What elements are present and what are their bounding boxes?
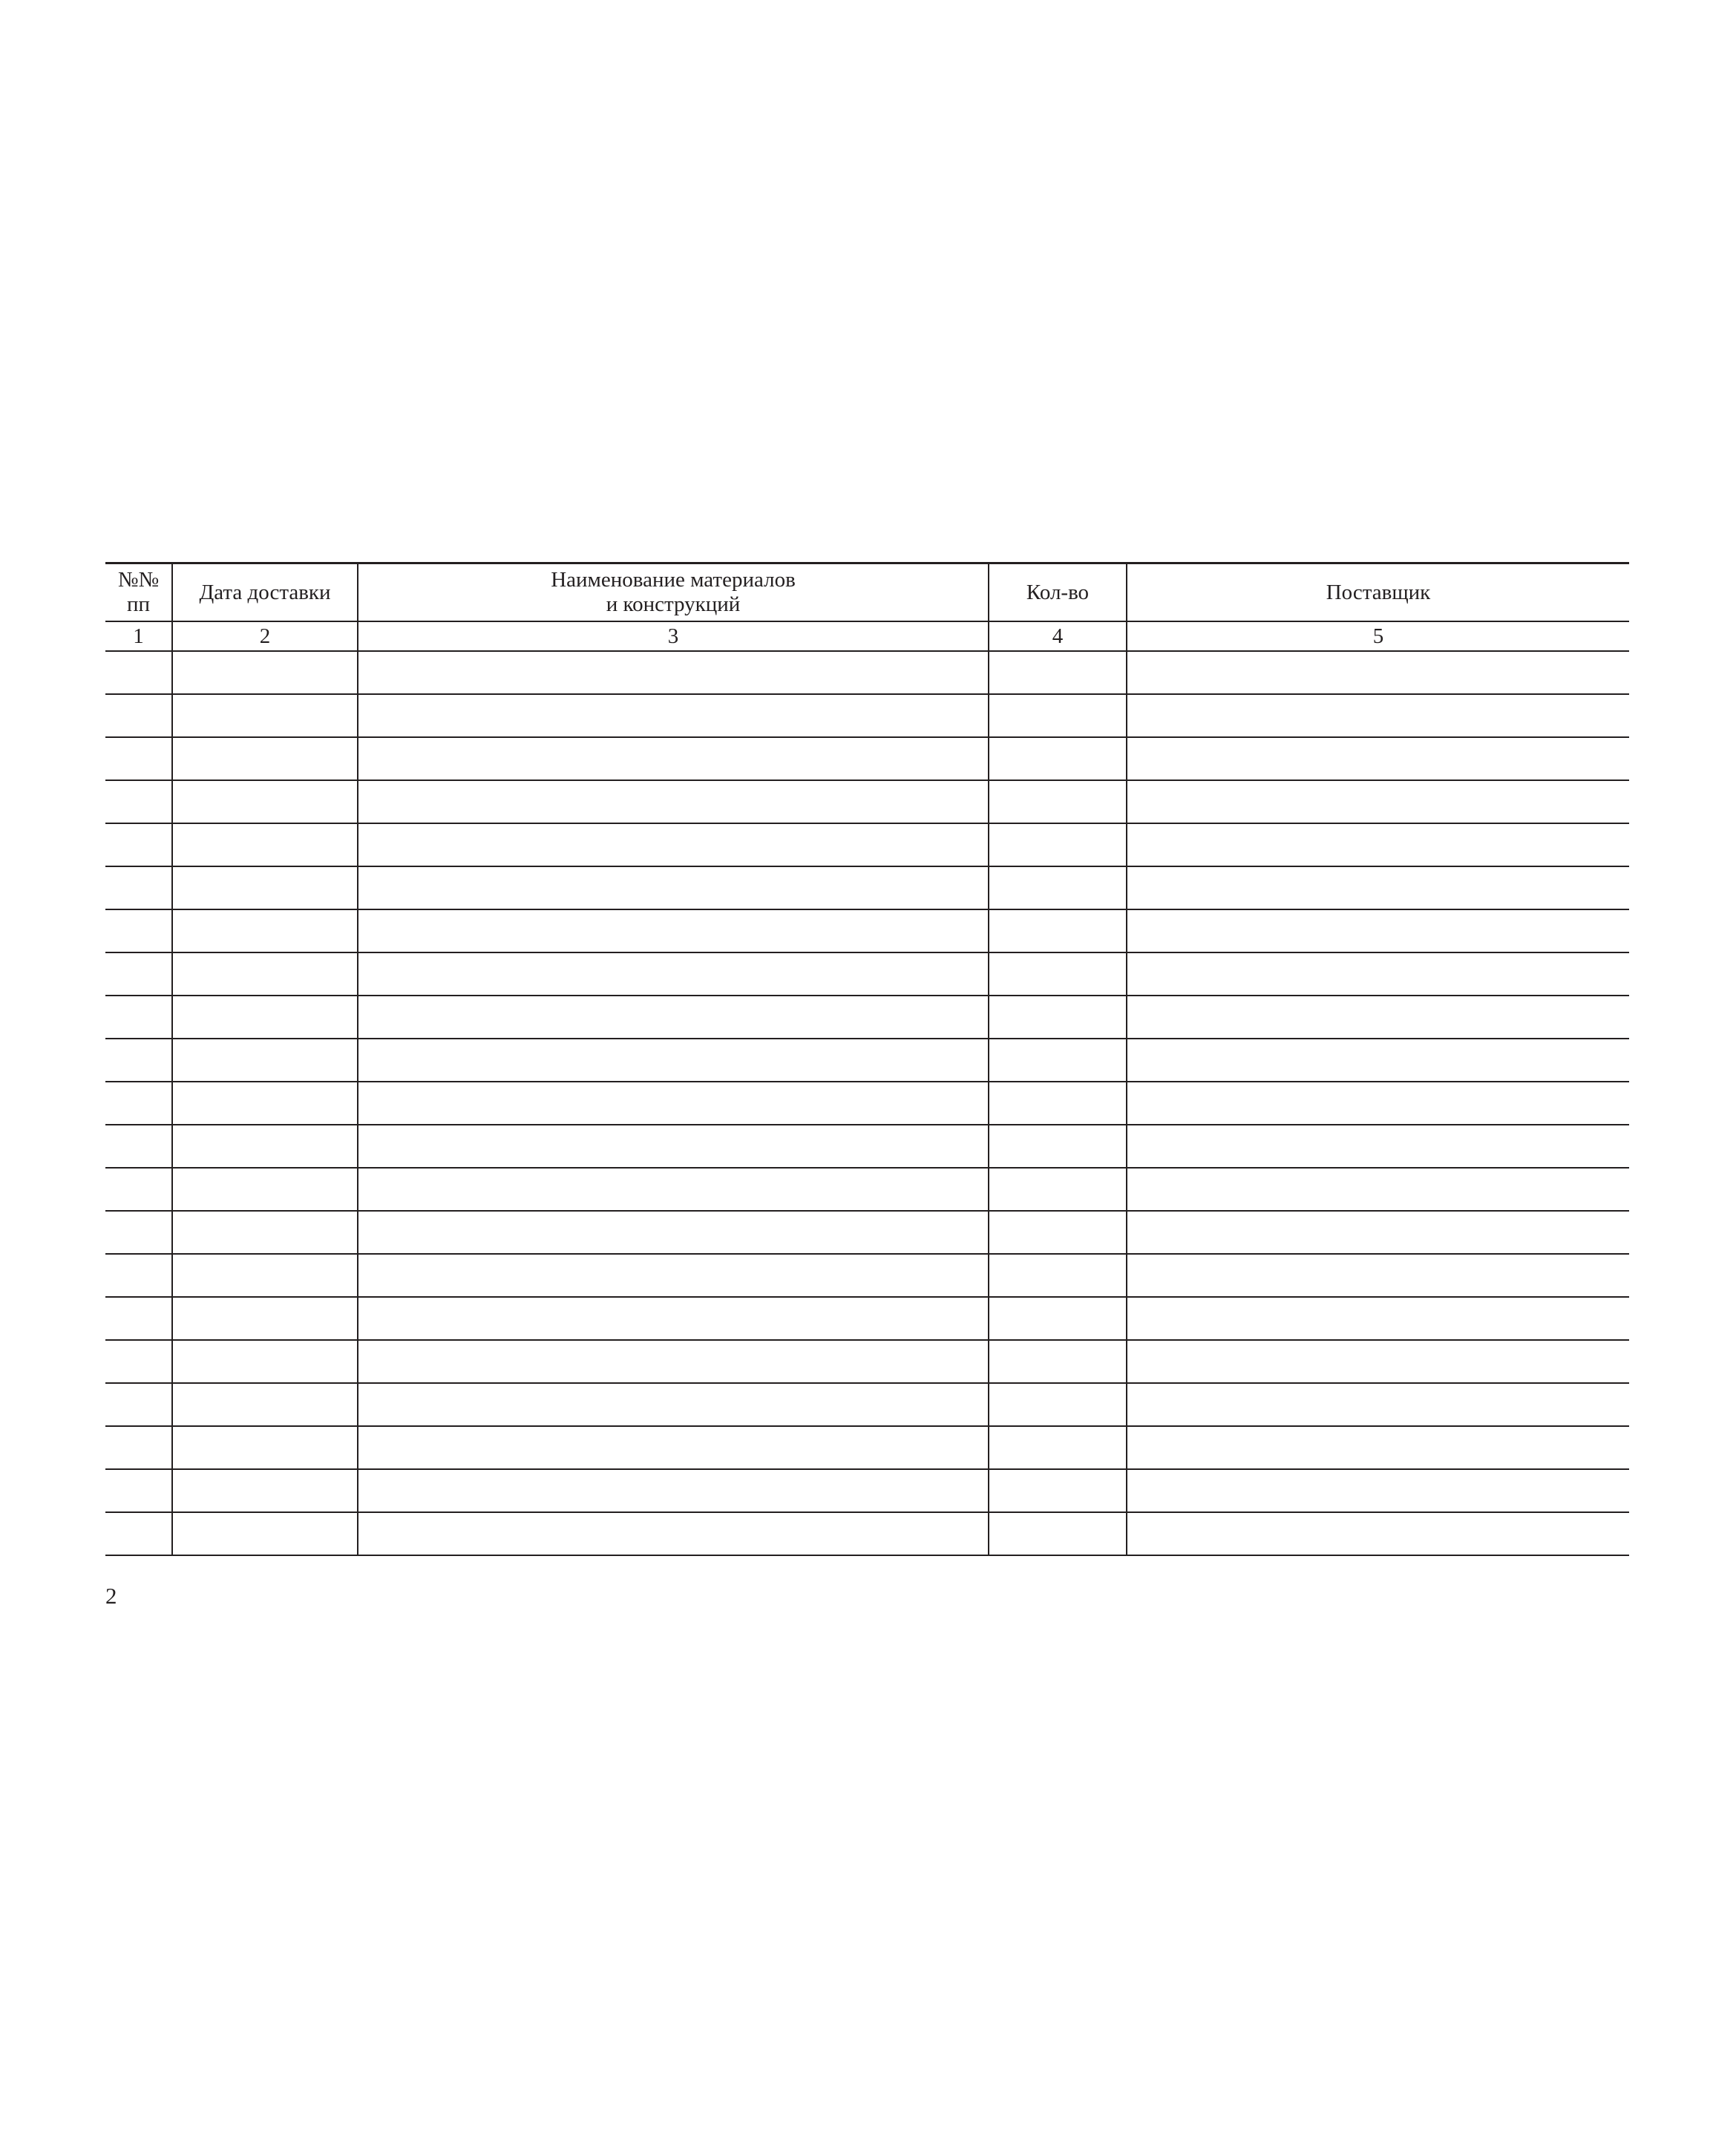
header-line: Поставщик — [1326, 580, 1431, 604]
table-cell — [358, 1512, 989, 1555]
table-cell — [358, 1426, 989, 1469]
table-cell — [989, 996, 1127, 1039]
header-cell-supplier — [1127, 563, 1629, 622]
table-cell — [172, 1426, 358, 1469]
table-cell — [105, 1340, 172, 1383]
table-cell — [105, 1039, 172, 1082]
table-row — [105, 1082, 1629, 1125]
table-cell — [1127, 1512, 1629, 1555]
column-number-row — [105, 621, 1629, 651]
table-cell — [172, 1125, 358, 1168]
table-cell — [989, 780, 1127, 823]
table-row — [105, 737, 1629, 780]
column-number-cell: 3 — [358, 621, 989, 651]
table-cell — [358, 1168, 989, 1211]
table-cell — [1127, 1082, 1629, 1125]
table-cell — [105, 866, 172, 909]
table-cell — [172, 909, 358, 952]
table-cell — [172, 1039, 358, 1082]
table-row — [105, 823, 1629, 866]
table-cell — [172, 737, 358, 780]
header-line: и конструкций — [606, 592, 741, 616]
table-row — [105, 780, 1629, 823]
table-cell — [172, 651, 358, 694]
table-row — [105, 651, 1629, 694]
table-cell — [989, 1254, 1127, 1297]
table-row — [105, 1168, 1629, 1211]
table-row — [105, 1125, 1629, 1168]
table-cell — [105, 952, 172, 996]
table-row — [105, 1254, 1629, 1297]
table-cell — [358, 1383, 989, 1426]
table-cell — [1127, 1039, 1629, 1082]
page-number: 2 — [105, 1583, 117, 1609]
table-cell — [989, 823, 1127, 866]
table-cell — [989, 1082, 1127, 1125]
table-cell — [105, 1469, 172, 1512]
table-row — [105, 1340, 1629, 1383]
table-cell — [172, 1469, 358, 1512]
table-cell — [358, 909, 989, 952]
table-cell — [105, 1082, 172, 1125]
table-cell — [1127, 780, 1629, 823]
table-cell — [1127, 1254, 1629, 1297]
table-cell — [358, 996, 989, 1039]
table-row — [105, 1512, 1629, 1555]
table-cell — [105, 1254, 172, 1297]
table-cell — [105, 996, 172, 1039]
table-cell — [1127, 1168, 1629, 1211]
table-cell — [989, 651, 1127, 694]
table-cell — [989, 1039, 1127, 1082]
table-row — [105, 694, 1629, 737]
table-cell — [105, 1426, 172, 1469]
table-cell — [358, 866, 989, 909]
table-cell — [358, 1082, 989, 1125]
header-line: Наименование материалов — [551, 568, 796, 592]
table-cell — [1127, 1211, 1629, 1254]
table-cell — [105, 737, 172, 780]
table-cell — [105, 1211, 172, 1254]
table-cell — [105, 1168, 172, 1211]
table-cell — [172, 1297, 358, 1340]
table-cell — [989, 1297, 1127, 1340]
table-cell — [1127, 1469, 1629, 1512]
header-row — [105, 563, 1629, 622]
table-cell — [989, 1512, 1127, 1555]
table-cell — [989, 737, 1127, 780]
table-cell — [172, 1340, 358, 1383]
table-cell — [1127, 823, 1629, 866]
header-cell-quantity — [989, 563, 1127, 622]
table-cell — [1127, 737, 1629, 780]
table-cell — [1127, 909, 1629, 952]
table-cell — [172, 1168, 358, 1211]
table-cell — [1127, 1426, 1629, 1469]
table-cell — [989, 952, 1127, 996]
table-cell — [172, 780, 358, 823]
table-cell — [989, 1469, 1127, 1512]
table-cell — [1127, 1383, 1629, 1426]
table-row — [105, 1426, 1629, 1469]
table-row — [105, 952, 1629, 996]
table-cell — [105, 909, 172, 952]
table-cell — [105, 1512, 172, 1555]
table-cell — [1127, 996, 1629, 1039]
table-cell — [989, 1211, 1127, 1254]
table-cell — [358, 952, 989, 996]
table-cell — [358, 737, 989, 780]
table-row — [105, 866, 1629, 909]
table-cell — [989, 1125, 1127, 1168]
table-cell — [105, 1125, 172, 1168]
table-cell — [105, 1383, 172, 1426]
table-row — [105, 1297, 1629, 1340]
table-cell — [105, 780, 172, 823]
header-cell-delivery-date — [172, 563, 358, 622]
header-line: пп — [126, 592, 151, 616]
table-cell — [358, 1469, 989, 1512]
table-row — [105, 1469, 1629, 1512]
table-cell — [358, 823, 989, 866]
table-cell — [358, 1254, 989, 1297]
column-number-cell: 1 — [105, 621, 172, 651]
table-cell — [358, 1039, 989, 1082]
materials-delivery-table — [105, 562, 1629, 1556]
table-cell — [989, 866, 1127, 909]
table-cell — [989, 1383, 1127, 1426]
header-line: Кол-во — [1026, 580, 1090, 604]
table-cell — [172, 1082, 358, 1125]
table-cell — [1127, 952, 1629, 996]
table-row — [105, 1211, 1629, 1254]
table-cell — [172, 952, 358, 996]
table-cell — [105, 1297, 172, 1340]
table-cell — [989, 909, 1127, 952]
table-cell — [172, 1211, 358, 1254]
table-row — [105, 909, 1629, 952]
table-row — [105, 1039, 1629, 1082]
table-cell — [358, 1297, 989, 1340]
table-cell — [989, 1426, 1127, 1469]
column-number-cell: 5 — [1127, 621, 1629, 651]
table-cell — [989, 694, 1127, 737]
table-cell — [172, 1383, 358, 1426]
table-cell — [172, 823, 358, 866]
table-cell — [172, 1512, 358, 1555]
table-cell — [172, 866, 358, 909]
table-cell — [358, 1125, 989, 1168]
table-cell — [1127, 866, 1629, 909]
header-cell-number — [105, 563, 172, 622]
table-cell — [989, 1168, 1127, 1211]
table-cell — [105, 823, 172, 866]
header-line: Дата доставки — [199, 580, 331, 604]
table-cell — [358, 1340, 989, 1383]
header-cell-materials-name — [358, 563, 989, 622]
table-cell — [358, 651, 989, 694]
table-row — [105, 1383, 1629, 1426]
column-number-cell: 4 — [989, 621, 1127, 651]
table-cell — [1127, 1297, 1629, 1340]
table-cell — [358, 780, 989, 823]
table-cell — [358, 694, 989, 737]
table-body — [105, 651, 1629, 1555]
table-cell — [172, 996, 358, 1039]
table-cell — [1127, 651, 1629, 694]
table-row — [105, 996, 1629, 1039]
table-cell — [105, 651, 172, 694]
table-cell — [1127, 694, 1629, 737]
table-cell — [172, 694, 358, 737]
header-line: №№ — [117, 568, 160, 592]
table-cell — [172, 1254, 358, 1297]
table-cell — [1127, 1340, 1629, 1383]
table-cell — [358, 1211, 989, 1254]
table-cell — [989, 1340, 1127, 1383]
table-cell — [1127, 1125, 1629, 1168]
column-number-cell: 2 — [172, 621, 358, 651]
table-cell — [105, 694, 172, 737]
